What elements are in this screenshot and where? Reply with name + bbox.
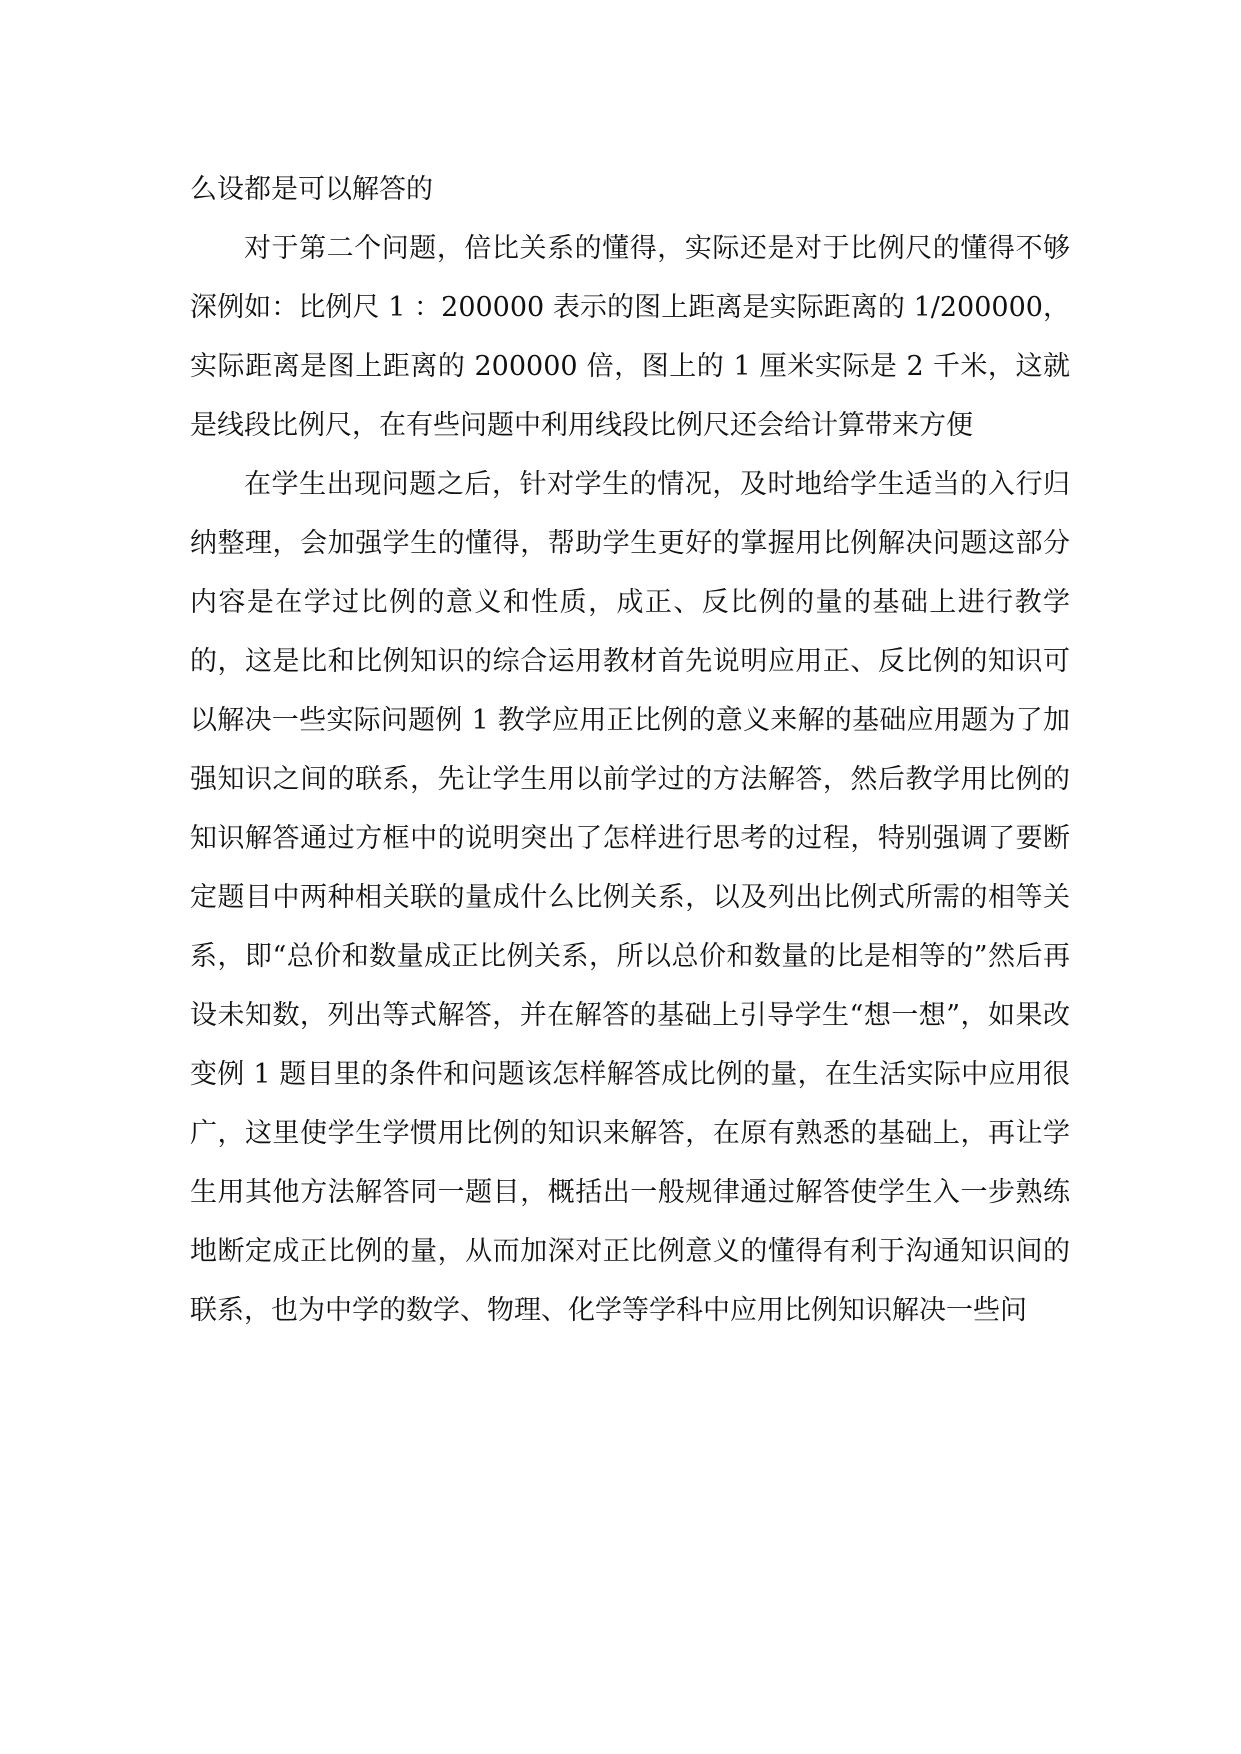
document-body	[190, 160, 1070, 1340]
paragraph-teaching-notes: 在学生出现问题之后，针对学生的情况，及时地给学生适当的入行归纳整理，会加强学生的懂得，帮助学生更好的掌握用比例解决问题这部分内容是在学过比例的意义和性质，成正、反比例的量的基础上进行教学的，这是比和比例知识的综合运用教材首先说明应用正、反比例的知识可以解决一些实际问题例 1 教学应用正比例的意义来解的基础应用题为了加强知识之间的联系，先让学生用以前学过的方法解答，然后教学用比例的知识解答通过方框中的说明突出了怎样进行思考的过程，特别强调了要断定题目中两种相关联的量成什么比例关系，以及列出比例式所需的相等关系，即“总价和数量成正比例关系，所以总价和数量的比是相等的”然后再设未知数，列出等式解答，并在解答的基础上引导学生“想一想”，如果改变例 1 题目里的条件和问题该怎样解答成比例的量，在生活实际中应用很广，这里使学生学惯用比例的知识来解答，在原有熟悉的基础上，再让学生用其他方法解答同一题目，概括出一般规律通过解答使学生入一步熟练地断定成正比例的量，从而加深对正比例意义的懂得有利于沟通知识间的联系，也为中学的数学、物理、化学等学科中应用比例知识解决一些问	[190, 469, 1070, 1326]
paragraph-continuation: 么设都是可以解答的	[190, 174, 433, 205]
paragraph-scale-ratio: 对于第二个问题，倍比关系的懂得，实际还是对于比例尺的懂得不够深例如：比例尺 1 ：200000 表示的图上距离是实际距离的 1/200000，实际距离是图上距离的 200000 倍，图上的 1 厘米实际是 2 千米，这就是线段比例尺，在有些问题中利用线段比例尺还会给计算带来方便	[190, 233, 1070, 441]
